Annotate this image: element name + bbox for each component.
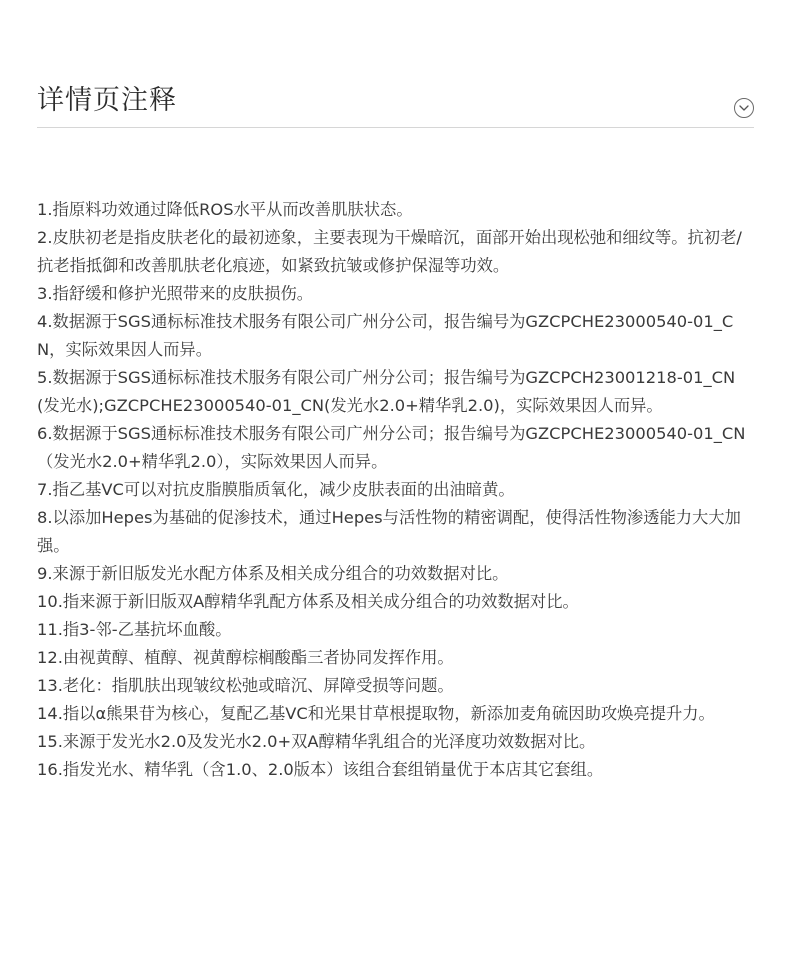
notes-list bbox=[37, 196, 753, 784]
note-item: 9.来源于新旧版发光水配方体系及相关成分组合的功效数据对比。 bbox=[37, 564, 509, 583]
note-item: 11.指3-邻-乙基抗坏血酸。 bbox=[37, 620, 232, 639]
note-item: 8.以添加Hepes为基础的促渗技术，通过Hepes与活性物的精密调配，使得活性物渗透能力大大加强。 bbox=[37, 508, 741, 555]
note-item: 4.数据源于SGS通标标准技术服务有限公司广州分公司，报告编号为GZCPCHE23000540-01_CN，实际效果因人而异。 bbox=[37, 312, 734, 359]
note-item: 14.指以α熊果苷为核心，复配乙基VC和光果甘草根提取物，新添加麦角硫因助攻焕亮提升力。 bbox=[37, 704, 715, 723]
note-item: 3.指舒缓和修护光照带来的皮肤损伤。 bbox=[37, 284, 314, 303]
note-item: 2.皮肤初老是指皮肤老化的最初迹象，主要表现为干燥暗沉，面部开始出现松弛和细纹等。抗初老/抗老指抵御和改善肌肤老化痕迹，如紧致抗皱或修护保湿等功效。 bbox=[37, 228, 742, 275]
note-item: 15.来源于发光水2.0及发光水2.0+双A醇精华乳组合的光泽度功效数据对比。 bbox=[37, 732, 596, 751]
note-item: 7.指乙基VC可以对抗皮脂膜脂质氧化，减少皮肤表面的出油暗黄。 bbox=[37, 480, 515, 499]
note-item: 5.数据源于SGS通标标准技术服务有限公司广州分公司；报告编号为GZCPCH23001218-01_CN(发光水);GZCPCHE23000540-01_CN(发光水2.0+精华乳2.0)，实际效果因人而异。 bbox=[37, 368, 736, 415]
page-title: 详情页注释 bbox=[37, 85, 177, 116]
note-item: 13.老化：指肌肤出现皱纹松弛或暗沉、屏障受损等问题。 bbox=[37, 676, 454, 695]
chevron-down-circle-icon[interactable] bbox=[734, 98, 754, 118]
note-item: 1.指原料功效通过降低ROS水平从而改善肌肤状态。 bbox=[37, 200, 413, 219]
notes-header bbox=[37, 84, 754, 128]
note-item: 6.数据源于SGS通标标准技术服务有限公司广州分公司；报告编号为GZCPCHE23000540-01_CN（发光水2.0+精华乳2.0），实际效果因人而异。 bbox=[37, 424, 746, 471]
note-item: 10.指来源于新旧版双A醇精华乳配方体系及相关成分组合的功效数据对比。 bbox=[37, 592, 579, 611]
note-item: 12.由视黄醇、植醇、视黄醇棕榈酸酯三者协同发挥作用。 bbox=[37, 648, 454, 667]
header-divider bbox=[37, 127, 754, 128]
note-item: 16.指发光水、精华乳（含1.0、2.0版本）该组合套组销量优于本店其它套组。 bbox=[37, 760, 604, 779]
